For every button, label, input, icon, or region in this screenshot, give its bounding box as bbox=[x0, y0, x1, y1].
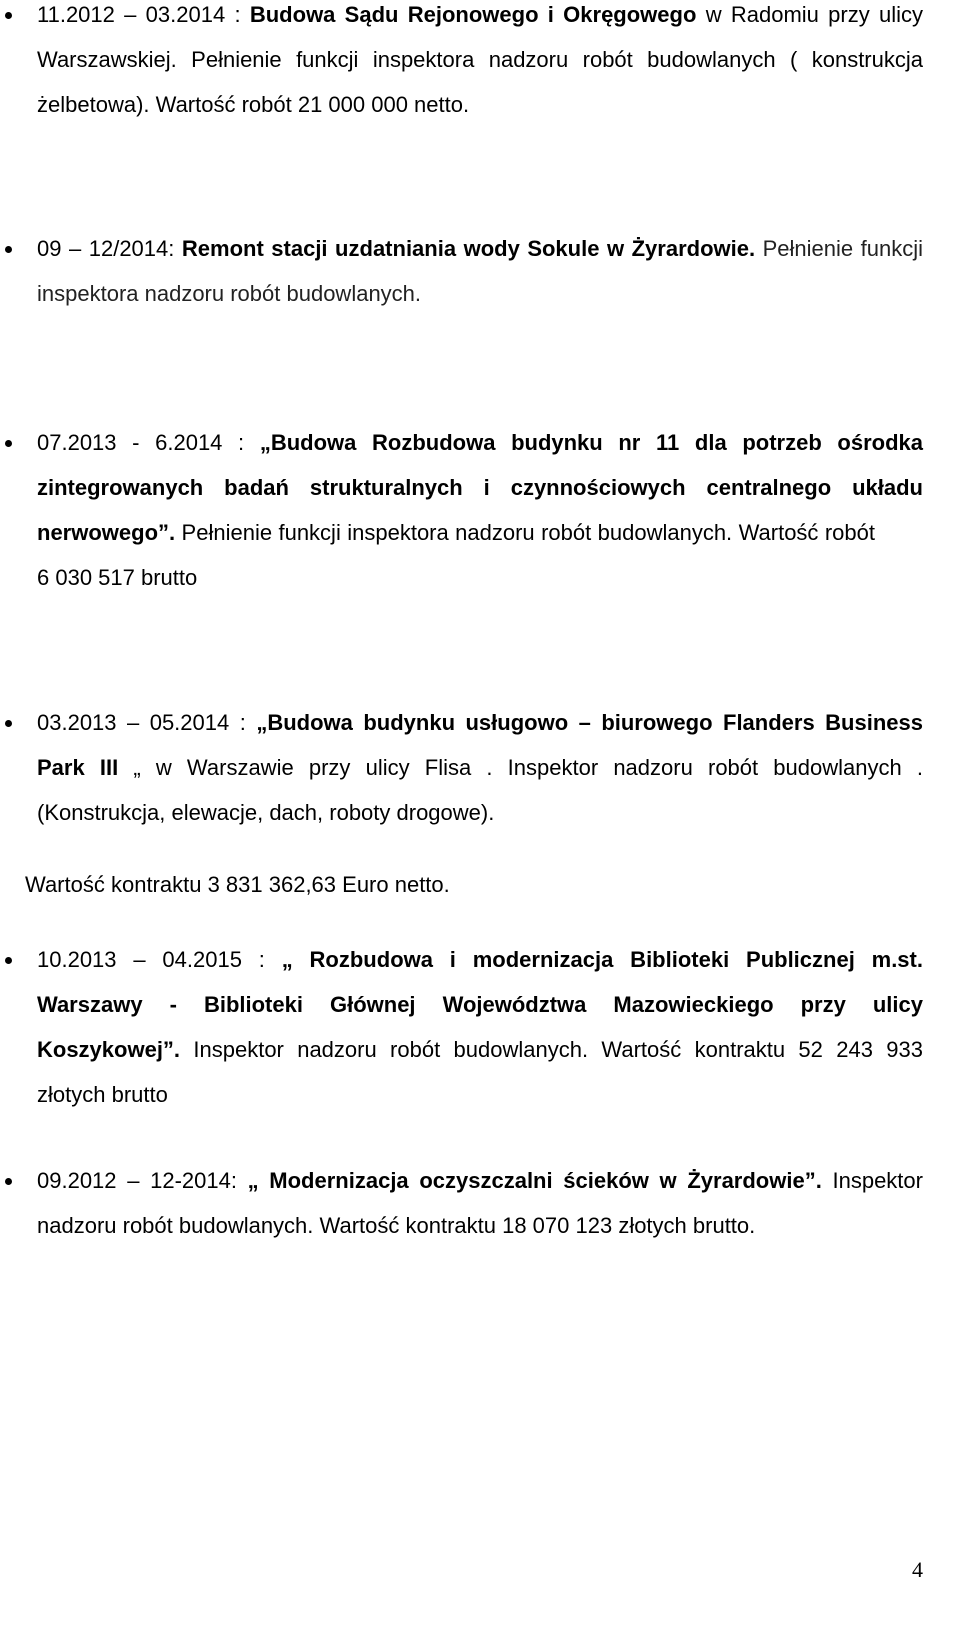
entry-description: Pełnienie funkcji inspektora nadzoru robót budowlanych. bbox=[37, 236, 923, 306]
list-item-3 bbox=[37, 420, 923, 600]
entry-description: Inspektor nadzoru robót budowlanych. Wartość kontraktu 52 243 933 złotych brutto bbox=[37, 1037, 923, 1107]
list-item-5 bbox=[37, 937, 923, 1117]
entry-title: „Budowa Rozbudowa budynku nr 11 dla potrzeb ośrodka zintegrowanych badań strukturalnych i czynnościowych centralnego układu nerwowego”. bbox=[37, 430, 923, 545]
entry-description: w Radomiu przy ulicy Warszawskiej. Pełnienie funkcji inspektora nadzoru robót budowlanych ( konstrukcja żelbetowa). Wartość robót 21 000 000 netto. bbox=[37, 2, 924, 117]
entry-description: „ w Warszawie przy ulicy Flisa . Inspektor nadzoru robót budowlanych . (Konstrukcja, elewacje, dach, roboty drogowe). bbox=[37, 755, 923, 825]
list-item-2 bbox=[37, 226, 923, 316]
list-item-4 bbox=[37, 700, 923, 835]
list-item-6 bbox=[37, 1158, 923, 1248]
entry-value: 6 030 517 brutto bbox=[37, 565, 198, 590]
entry-date: 07.2013 - 6.2014 : bbox=[37, 430, 245, 455]
contract-value-line: Wartość kontraktu 3 831 362,63 Euro netto. bbox=[25, 872, 450, 897]
entry-date: 11.2012 – 03.2014 : bbox=[37, 2, 241, 27]
entry-title: „ Rozbudowa i modernizacja Biblioteki Publicznej m.st. Warszawy - Biblioteki Głównej Województwa Mazowieckiego przy ulicy Koszykowej”. bbox=[37, 947, 923, 1062]
entry-title: Remont stacji uzdatniania wody Sokule w Żyrardowie. bbox=[181, 236, 756, 261]
entry-title: Budowa Sądu Rejonowego i Okręgowego bbox=[249, 2, 697, 27]
entry-date: 10.2013 – 04.2015 : bbox=[37, 947, 265, 972]
entry-date: 03.2013 – 05.2014 : bbox=[37, 710, 246, 735]
entry-date: 09.2012 – 12-2014: bbox=[37, 1168, 237, 1193]
list-item-1 bbox=[37, 0, 923, 127]
entry-description: Inspektor nadzoru robót budowlanych. Wartość kontraktu 18 070 123 złotych brutto. bbox=[37, 1168, 923, 1238]
entry-title: „ Modernizacja oczyszczalni ścieków w Żyrardowie”. bbox=[247, 1168, 822, 1193]
entry-date: 09 – 12/2014: bbox=[37, 236, 175, 261]
page-number: 4 bbox=[912, 1557, 923, 1582]
entry-description: Pełnienie funkcji inspektora nadzoru robót budowlanych. Wartość robót bbox=[181, 520, 875, 545]
entry-title: „Budowa budynku usługowo – biurowego Flanders Business Park III bbox=[37, 710, 923, 780]
